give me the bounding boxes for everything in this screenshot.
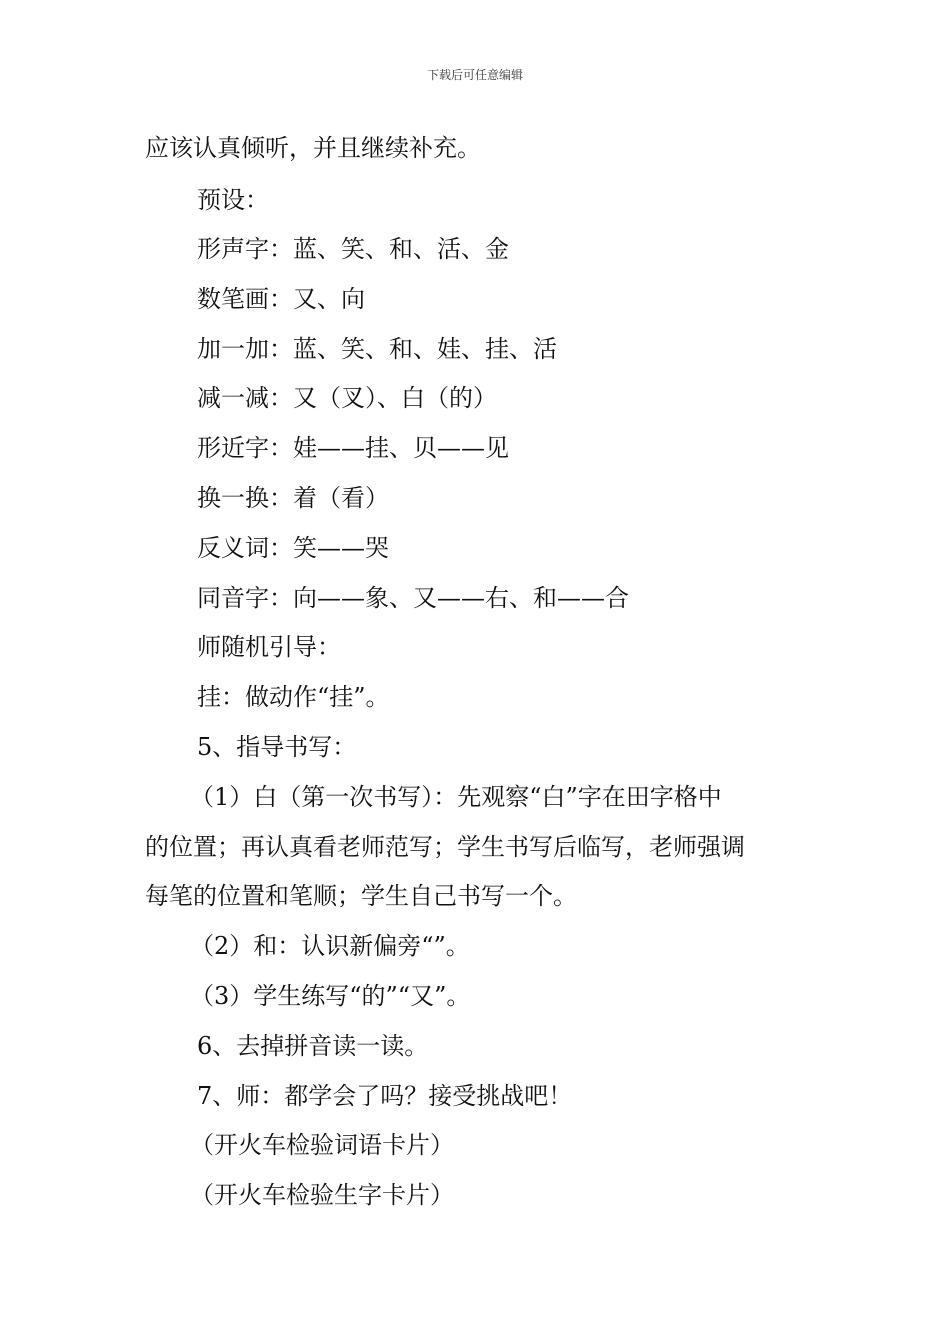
text-line: 6、去掉拼音读一读。 — [197, 1032, 429, 1060]
text-line: 师随机引导： — [197, 633, 341, 661]
text-line: 预设： — [197, 186, 269, 214]
text-line: 反义词：笑——哭 — [197, 534, 389, 562]
text-line: 加一加：蓝、笑、和、娃、挂、活 — [197, 335, 557, 363]
text-line: 形声字：蓝、笑、和、活、金 — [197, 235, 509, 263]
text-line: 减一减：又（叉）、白（的） — [197, 384, 497, 412]
text-line: 挂：做动作“挂”。 — [197, 683, 390, 711]
text-line: （3）学生练写“的”“又”。 — [190, 982, 471, 1010]
text-line: 7、师：都学会了吗？接受挑战吧！ — [197, 1082, 573, 1110]
text-line: （开火车检验生字卡片） — [190, 1181, 454, 1209]
text-line: 换一换：着（看） — [197, 484, 389, 512]
text-line: 每笔的位置和笔顺；学生自己书写一个。 — [145, 882, 577, 910]
text-line: 应该认真倾听，并且继续补充。 — [145, 134, 481, 162]
page-header: 下载后可任意编辑 — [426, 68, 523, 82]
text-line: 5、指导书写： — [197, 733, 357, 761]
text-line: 形近字：娃——挂、贝——见 — [197, 434, 509, 462]
text-line: （1）白（第一次书写）：先观察“白”字在田字格中 — [190, 783, 722, 811]
text-line: 的位置；再认真看老师范写；学生书写后临写，老师强调 — [145, 833, 745, 861]
text-line: （开火车检验词语卡片） — [190, 1131, 454, 1159]
text-line: 数笔画：又、向 — [197, 285, 365, 313]
text-line: （2）和：认识新偏旁“”。 — [190, 932, 470, 960]
text-line: 同音字：向——象、又——右、和——合 — [197, 584, 629, 612]
